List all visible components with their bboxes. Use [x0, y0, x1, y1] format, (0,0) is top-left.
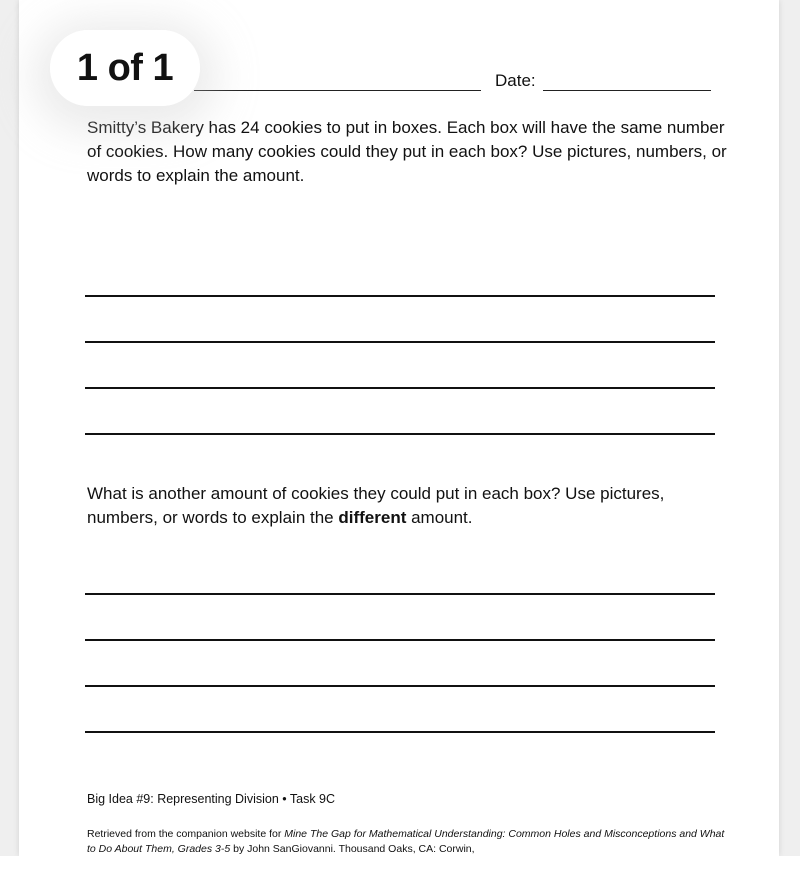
answer-line — [85, 387, 715, 389]
next-page-peek — [0, 856, 800, 888]
question-2-emphasis: different — [338, 508, 407, 527]
footer-credit-suffix: by John SanGiovanni. Thousand Oaks, CA: Corwin, — [230, 843, 475, 855]
answer-line — [85, 685, 715, 687]
footer-credit-prefix: Retrieved from the companion website for — [87, 828, 285, 840]
worksheet-page[interactable] — [19, 0, 779, 856]
answer-line — [85, 433, 715, 435]
question-2-text-start: What is another amount of cookies they could put in each box? Use pictures, numbers, or words to explain the — [87, 484, 665, 527]
footer-task-label: Big Idea #9: Representing Division • Task 9C — [87, 792, 336, 806]
answer-line — [85, 295, 715, 297]
answer-line — [85, 639, 715, 641]
question-1-text: Smitty’s Bakery has 24 cookies to put in boxes. Each box will have the same number of cookies. How many cookies could they put in each box? Use pictures, numbers, or words to explain the amount. — [87, 118, 727, 185]
question-2-text-end: amount. — [406, 508, 473, 527]
date-blank-line — [543, 90, 711, 91]
footer-credit — [87, 827, 727, 856]
answer-line — [85, 593, 715, 595]
footer-credit-book-title: Mine The Gap for Mathematical Understanding: Common Holes and Misconceptions and What to Do About Them, Grades 3-5 — [87, 828, 725, 855]
answer-line — [85, 731, 715, 733]
page-counter-badge: 1 of 1 — [50, 30, 200, 106]
question-2-text — [87, 482, 727, 530]
answer-line — [85, 341, 715, 343]
name-blank-line — [194, 90, 481, 91]
date-label: Date: — [495, 71, 536, 90]
